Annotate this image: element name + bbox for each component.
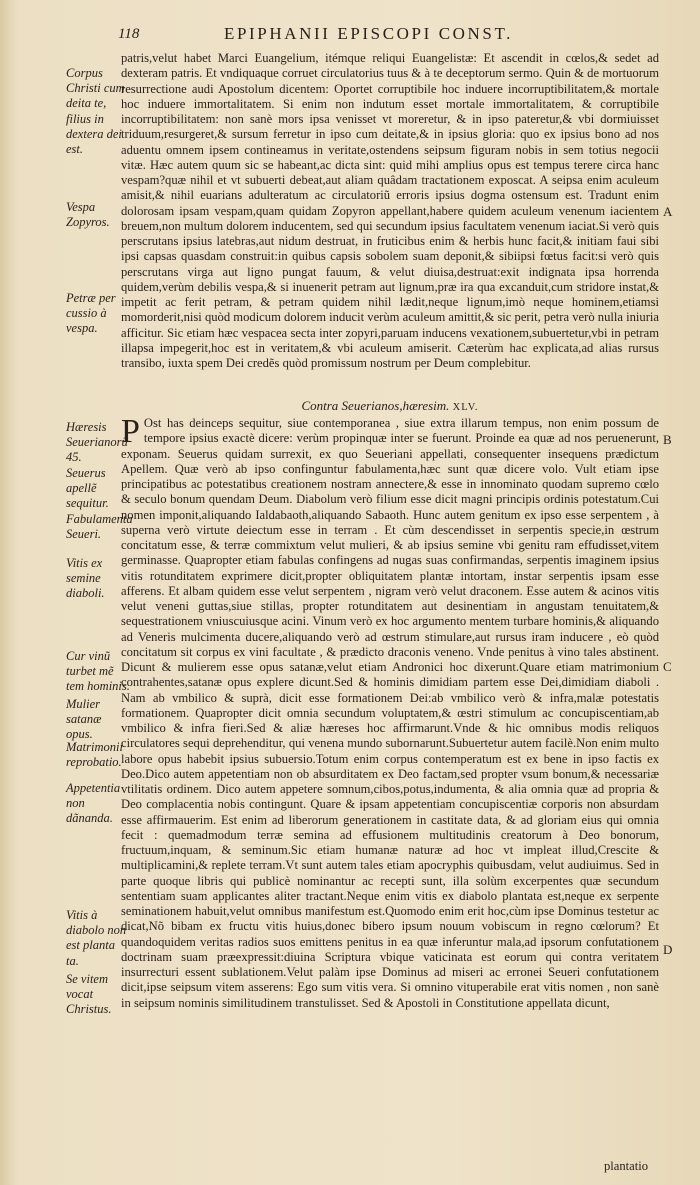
paragraph-bottom xyxy=(121,413,659,1011)
marginal-note: Cur vinũ turbet mẽ tem hominis. xyxy=(66,649,130,694)
marginal-note: Seuerus apellẽ sequitur. xyxy=(66,466,109,511)
section-letter: C xyxy=(663,659,672,674)
body-text-bottom xyxy=(121,413,659,1011)
marginal-note: Mulier satanæ opus. xyxy=(66,697,102,742)
marginal-note: Vespa Zopyros. xyxy=(66,200,110,230)
marginal-note: Vitis ex semine diaboli. xyxy=(66,556,105,601)
section-title-text: Contra Seuerianos,hæresim. xyxy=(301,398,450,413)
marginal-note: Petræ per cussio à vespa. xyxy=(66,291,116,336)
paragraph-bottom-text: Ost has deinceps sequitur, siue contemporanea , siue extra illarum tempus, non enim possum de tempore ipsius exactè dicere: verùm propinquæ inter se fuerunt. Proinde ea quæ ad nos peruenerunt, exponam. Seuerus quidam surrexit, ex quo Seueriani appellati, consequenter insequens prædictum Apellem. Quæ verò ab ipso confinguntur fabulamenta,hæc sunt quæ dicere volo. Vult etiam ipse principatibus ac potestatibus creationem nostram annectere,& esse in innominato quodam supremo cœlo & seculo bonum quendam Deum. Diabolum verò filium esse dicit magni principis ordinis potestatum.Cui nomen imponit,aliquando Ialdabaoth,aliquando Sabaoth. Hunc autem genitum ex ipso esse serpentem , à superna verò virtute deiectum esse in terram . Et cùm descendisset in serpentis specie,in œstrum concitatum esse, & terræ commixtum velut mulieri, & ab ipsius semine vbi genitu ram effudisset,vitem germinasse. Quapropter etiam fabulas confingens ad nugas suas confirmandas, serpentis imaginem ipsius vitis rotunditatem exprimere dicit,propter obliquitatem plantæ intortam, instar serpentis ipsam esse afferens. Et albam quidem esse velut serpentem , nigram verò velut draconem. Esse autem & acinos vitis velut veneni guttas,siue stillas, propter rotunditatem aut desinentiam in angustam tenuitatem,& sequestrationem vniuscuiusque acini. Vinum verò ex hoc argumento mentem turbare hominis,& aliquando ad Veneris mulcimenta ducere,aliquando verò ad œstrum stimulare,aut rursus iram inducere , eò quòd concitatum sit corpus ex vini facultate , & prædicto draconis veneno. Vnde penitus à vino tales abstinent. Dicunt & mulierem esse opus satanæ,velut etiam Andronici hoc dixerunt.Quare etiam matrimonium contrahentes,satanæ opus explere dicunt.Sed & hominis dimidiam partem esse Dei,dimidiam diaboli . Nam ab vmbilico & suprà, dicit esse formationem Dei:ab vmbilico verò & infra,malæ potestatis formationem. Quapropter dicit omnia secundum voluptatem,& œstri stimulum ac concupiscentiam,ab vmbilico & infra fieri.Sed & aliæ hæreses hoc affirmarunt.Vnde & hic omnibus modis reliquos circulatores sequi deprehenditur, qui venena mundo subornarunt.Subuertetur autem facilè.Non enim multo labore opus habebit ipsius subuersio.Totum enim corpus contemperatum est ex bene in ipso factis ex Deo.Dico autem appetentiam non ob absurditatem ex Deo factam,sed propter vsum bonum,& necessariæ vtilitatis ordinem. Dico autem appetere somnum,cibos,potus,indumenta, & alia omnia quæ ad propria & Deo complacentia nobis contingunt. Quare & ipsam appetentiam concupiscentiæ corporis non absurdam esse affirmauerim. Est enim ad liberorum generationem in castitate data, & ad gloriam eius qui omnia fecit : quemadmodum terræ semina ad effusionem multitudinis creatorum à Deo bonorum, fructuum,inquam, & seminum.Sic etiam humanæ naturæ ad hoc vt impleat illud,Crescite & multiplicamini,& replete terram.Vt sunt autem tales etiam apocryphis quibusdam, velut audiuimus. Sed in parte quoque libris qui publicè nominantur ac recepti sunt, illa solùm excerpentes quæ secundum sententiam suam applicantes aliter tractant.Neque enim vitis ex diabolo plantata est,neque ex serpente seminationem habuit,velut omnibus manifestum est.Quomodo enim erit hoc,cùm ipse Dominus testetur ac dicat,Nõ bibam ex fructu vitis huius,donec bibero ipsum nouum vobiscum in regno cœlorum? Et quandoquidem veritas radios suos emittens penitus in ea quæ inferuntur mala,ad ipsorum confutationem doctrinam suam præexpressit:diuina Scriptura vbique vaticinata est eorum qui contra veritatem insurrecturi essent sublationem.Velut palàm ipse Dominus ad miseri ac erronei Seueri confutationem dicit,ipse seipsum vitem asserens: Ego sum vitis vera. Si omnino vituperabile erat vitis nomen , non sanè in seipsum nominis similitudinem transtulisset. Sed & Apostoli in Constitutione appellata dicunt, xyxy=(121,416,659,1010)
section-heading xyxy=(121,398,659,414)
page-header xyxy=(0,24,700,46)
section-letter: D xyxy=(663,942,673,957)
marginal-note: Hæresis Seuerianorũ 45. xyxy=(66,420,128,465)
section-letter: A xyxy=(663,204,673,219)
marginal-note: Fabulamenta Seueri. xyxy=(66,512,133,542)
catchword: plantatio xyxy=(604,1159,649,1173)
page-number: 118 xyxy=(118,26,140,42)
marginal-note: Corpus Christi cum deita te, filius in dextera dei est. xyxy=(66,66,125,157)
section-letter: B xyxy=(663,432,672,447)
marginal-note: Se vitem vocat Christus. xyxy=(66,972,112,1017)
paragraph-top: patris,velut habet Marci Euangelium, itémque reliqui Euangelistæ: Et ascendit in cœlos,& sedet ad dexteram patris. Et vndiquaque corruet circulatorius tuus & à te deceptorum sermo. Quin & de mortuorum resurrectione audi Apostolum dicentem: Oportet corruptibile hoc induere incorruptibilitatem,& mortale hoc induere immortalitatem. Si enim non indutum esset mortale immortalitatem, & corruptibile incorruptibilitatem: non sanè mors ipsa venisset vt moreretur, & in ipso pateretur,& vbi dormiuisset triduum,resurgeret,& sursum ferretur in ipso cum deitate,& in ipsius gloria: quo ex ipsius bono ad nos aduentu omnem ipsem contineamus in veritate,ostendens seipsum figuram nobis in sem totius negocii vitæ. Hæc autem quum sic se habeant,ac dicta sint: quid mihi amplius opus est tempus terere circa hanc vespam?quæ nihil et vt subuerti debeat,aut aliam quâdam tractationem exposcat. A seipsa enim aculeum amisit,& nihil euarians adulteratum ac circulatoriũ erroris ipsius dogma ostensum est. Tradunt enim dolorosam ipsam vespam,quam quidam Zopyron appellant,habere quidem aculeum venenum iacientem breuem,non multum dolorem inducentem, sed qui secundum ipsius facultatem venenum iaciat.Si verò quis perscrutans ipsius latebras,aut nidum destruat, in fruticibus enim & herbis hunc facit,& initiam faui sibi ipsi capsas quasdam construit:in quibus capsis sobolem suam deponit,& sibiipsi fœtus facit:si verò quis perscrutans virga aut ligno pungat fauum, & velut diuisa,destruat:exit indignata ipsa horrenda quidem,verùm debilis vespa,& si inuenerit petram aut lignum,præ ira qua excanduit,cum stridore instat,& impetit ac ferit petram, & petram quidem nihil lædit,neque lignum,imò neque hominem,etiamsi momorderit,nisi quòd modicum dolorem inducit verùm aculeum amittit,& sic perit, petra verò nulla iniuria afficitur. Sic etiam hæc vespacea secta inter zopyri,paruam inducens vexationem,subuertetur,vbi in petram illapsa impegerit,hoc est in veritatem,& vbi aculeum amiserit. Cæterùm hac explicata,ad alias rursus transibo, iuxta spem Dei credẽs quòd promissum nostrum per Deum complebitur. xyxy=(121,51,659,370)
drop-capital: P xyxy=(121,413,140,450)
running-title: EPIPHANII EPISCOPI CONST. xyxy=(224,24,514,43)
marginal-note: Appetentia non dãnanda. xyxy=(66,781,121,826)
body-text-top xyxy=(121,51,659,371)
section-number: XLV. xyxy=(452,402,479,413)
marginal-note: Vitis à diabolo non est planta ta. xyxy=(66,908,127,968)
marginal-note: Matrimonii reprobatio. xyxy=(66,740,123,770)
